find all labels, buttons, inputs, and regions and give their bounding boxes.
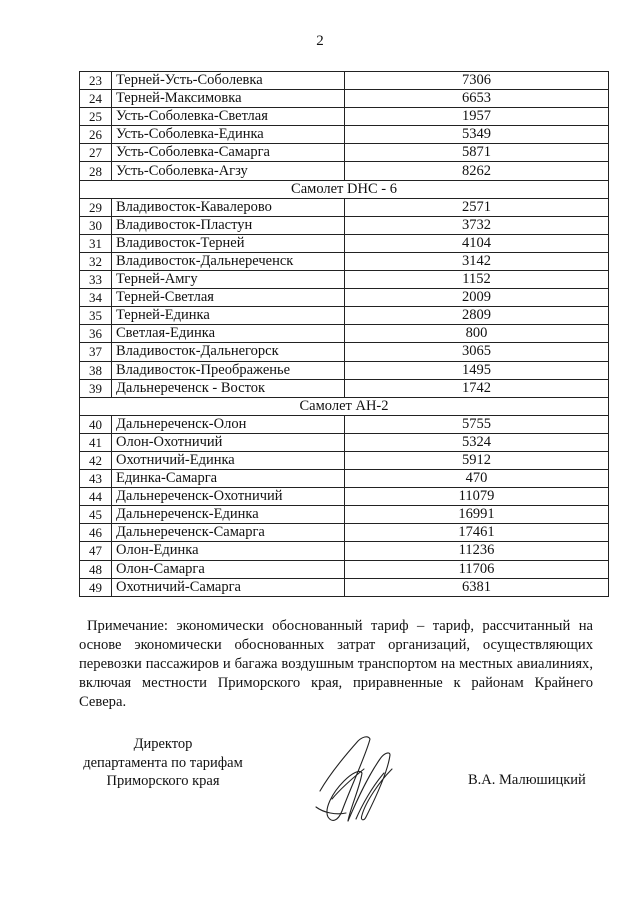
table-row	[80, 470, 609, 488]
row-number: 49	[80, 578, 112, 596]
row-number: 45	[80, 506, 112, 524]
table-row	[80, 90, 609, 108]
director-title	[73, 735, 253, 791]
table-row	[80, 488, 609, 506]
table-row	[80, 307, 609, 325]
row-number: 46	[80, 524, 112, 542]
table-row	[80, 361, 609, 379]
table-row	[80, 379, 609, 397]
row-number: 38	[80, 361, 112, 379]
row-number: 36	[80, 325, 112, 343]
tariff-value: 1742	[345, 379, 609, 397]
tariff-value: 2571	[345, 198, 609, 216]
tariff-value: 6653	[345, 90, 609, 108]
table-row	[80, 542, 609, 560]
route-name: Олон-Самарга	[112, 560, 345, 578]
row-number: 25	[80, 108, 112, 126]
row-number: 33	[80, 271, 112, 289]
tariff-value: 800	[345, 325, 609, 343]
table-row	[80, 433, 609, 451]
row-number: 40	[80, 415, 112, 433]
route-name: Охотничий-Самарга	[112, 578, 345, 596]
row-number: 41	[80, 433, 112, 451]
tariff-value: 3732	[345, 216, 609, 234]
tariff-value: 5324	[345, 433, 609, 451]
route-name: Светлая-Единка	[112, 325, 345, 343]
tariff-value: 2809	[345, 307, 609, 325]
section-header-row	[80, 397, 609, 415]
route-name: Единка-Самарга	[112, 470, 345, 488]
table-row	[80, 524, 609, 542]
table-row	[80, 289, 609, 307]
note-text: Примечание: экономически обоснованный тариф – тариф, рассчитанный на основе экономически обоснованных затрат организаций, осуществляющих перевозки пассажиров и багажа воздушным транспортом на местных авиалиниях, включая местности Приморского края, приравненные к районам Крайнего Севера.	[79, 618, 593, 710]
route-name: Усть-Соболевка-Агзу	[112, 162, 345, 180]
row-number: 26	[80, 126, 112, 144]
route-name: Дальнереченск-Самарга	[112, 524, 345, 542]
table-row	[80, 108, 609, 126]
section-header-row	[80, 180, 609, 198]
page-number: 2	[316, 33, 324, 49]
row-number: 27	[80, 144, 112, 162]
row-number: 42	[80, 451, 112, 469]
row-number: 30	[80, 216, 112, 234]
row-number: 34	[80, 289, 112, 307]
route-name: Охотничий-Единка	[112, 451, 345, 469]
route-name: Терней-Максимовка	[112, 90, 345, 108]
row-number: 37	[80, 343, 112, 361]
tariff-table-body	[80, 72, 609, 597]
note-paragraph	[79, 617, 593, 712]
tariff-value: 5755	[345, 415, 609, 433]
table-row	[80, 451, 609, 469]
route-name: Терней-Единка	[112, 307, 345, 325]
route-name: Терней-Амгу	[112, 271, 345, 289]
table-row	[80, 271, 609, 289]
tariff-value: 11706	[345, 560, 609, 578]
handwritten-signature	[302, 729, 398, 829]
row-number: 32	[80, 252, 112, 270]
row-number: 24	[80, 90, 112, 108]
tariff-value: 5349	[345, 126, 609, 144]
tariff-value: 1495	[345, 361, 609, 379]
route-name: Дальнереченск-Олон	[112, 415, 345, 433]
route-name: Олон-Охотничий	[112, 433, 345, 451]
route-name: Владивосток-Терней	[112, 234, 345, 252]
tariff-value: 8262	[345, 162, 609, 180]
table-row	[80, 325, 609, 343]
route-name: Дальнереченск - Восток	[112, 379, 345, 397]
route-name: Терней-Светлая	[112, 289, 345, 307]
tariff-value: 5912	[345, 451, 609, 469]
tariff-value: 7306	[345, 72, 609, 90]
aircraft-type-header: Самолет АН-2	[80, 397, 609, 415]
row-number: 43	[80, 470, 112, 488]
row-number: 47	[80, 542, 112, 560]
row-number: 29	[80, 198, 112, 216]
route-name: Терней-Усть-Соболевка	[112, 72, 345, 90]
route-name: Олон-Единка	[112, 542, 345, 560]
route-name: Владивосток-Преображенье	[112, 361, 345, 379]
route-name: Усть-Соболевка-Самарга	[112, 144, 345, 162]
tariff-value: 16991	[345, 506, 609, 524]
tariff-value: 6381	[345, 578, 609, 596]
table-row	[80, 506, 609, 524]
table-row	[80, 162, 609, 180]
signer-name: В.А. Малюшицкий	[468, 772, 586, 788]
row-number: 28	[80, 162, 112, 180]
route-name: Владивосток-Дальнегорск	[112, 343, 345, 361]
tariff-value: 4104	[345, 234, 609, 252]
row-number: 23	[80, 72, 112, 90]
route-name: Дальнереченск-Единка	[112, 506, 345, 524]
table-row	[80, 560, 609, 578]
row-number: 39	[80, 379, 112, 397]
route-name: Владивосток-Пластун	[112, 216, 345, 234]
table-row	[80, 198, 609, 216]
director-title-line3: Приморского края	[106, 773, 220, 789]
tariff-value: 1957	[345, 108, 609, 126]
tariff-value: 3142	[345, 252, 609, 270]
route-name: Владивосток-Кавалерово	[112, 198, 345, 216]
row-number: 48	[80, 560, 112, 578]
row-number: 31	[80, 234, 112, 252]
table-row	[80, 216, 609, 234]
director-title-line1: Директор	[133, 736, 193, 752]
route-name: Владивосток-Дальнереченск	[112, 252, 345, 270]
tariff-value: 470	[345, 470, 609, 488]
tariff-value: 1152	[345, 271, 609, 289]
table-row	[80, 415, 609, 433]
table-row	[80, 126, 609, 144]
tariff-table	[79, 71, 609, 597]
table-row	[80, 234, 609, 252]
tariff-value: 2009	[345, 289, 609, 307]
route-name: Усть-Соболевка-Единка	[112, 126, 345, 144]
row-number: 44	[80, 488, 112, 506]
table-row	[80, 72, 609, 90]
route-name: Дальнереченск-Охотничий	[112, 488, 345, 506]
table-row	[80, 144, 609, 162]
tariff-value: 17461	[345, 524, 609, 542]
tariff-value: 3065	[345, 343, 609, 361]
row-number: 35	[80, 307, 112, 325]
table-row	[80, 252, 609, 270]
table-row	[80, 343, 609, 361]
aircraft-type-header: Самолет DHC - 6	[80, 180, 609, 198]
director-title-line2: департамента по тарифам	[83, 754, 243, 771]
table-row	[80, 578, 609, 596]
tariff-value: 11079	[345, 488, 609, 506]
route-name: Усть-Соболевка-Светлая	[112, 108, 345, 126]
tariff-value: 11236	[345, 542, 609, 560]
tariff-value: 5871	[345, 144, 609, 162]
